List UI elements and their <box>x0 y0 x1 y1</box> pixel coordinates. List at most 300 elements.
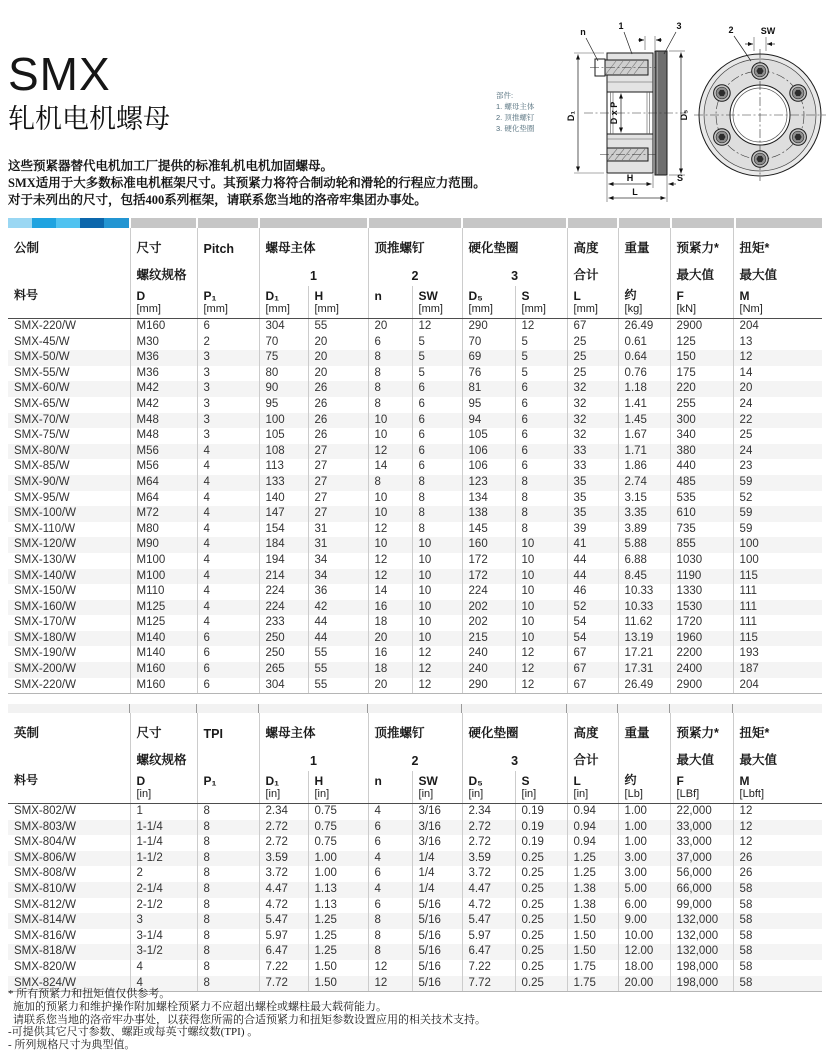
symbol-P1: P₁ <box>197 771 259 788</box>
table-cell: 5/16 <box>412 976 462 992</box>
table-cell: 5 <box>515 366 567 382</box>
table-cell: 10 <box>368 506 412 522</box>
table-cell: 0.25 <box>515 866 567 882</box>
table-cell: 8 <box>197 929 259 945</box>
table-cell: SMX-75/W <box>8 428 130 444</box>
table-cell: SMX-806/W <box>8 851 130 867</box>
table-cell: 220 <box>670 381 733 397</box>
table-cell: 3.35 <box>618 506 670 522</box>
table-cell: 106 <box>462 459 515 475</box>
table-cell: 5/16 <box>412 929 462 945</box>
unit-cell: [mm] <box>462 303 515 319</box>
table-cell: 3 <box>197 397 259 413</box>
table-cell: 17.21 <box>618 646 670 662</box>
table-cell: 58 <box>733 882 822 898</box>
table-row <box>8 584 822 600</box>
table-cell: 240 <box>462 662 515 678</box>
table-cell: 0.94 <box>567 820 618 836</box>
table-cell: SMX-130/W <box>8 553 130 569</box>
header-washer: 硬化垫圈 <box>462 713 567 747</box>
table-cell: 3/16 <box>412 804 462 820</box>
table-row <box>8 882 822 898</box>
table-cell: 6 <box>515 428 567 444</box>
table-cell: 6 <box>197 662 259 678</box>
header-size: 尺寸 <box>130 713 197 747</box>
table-cell: 125 <box>670 335 733 351</box>
table-cell: 735 <box>670 522 733 538</box>
table-cell: M36 <box>130 366 197 382</box>
symbol-D1: D₁ <box>259 771 308 788</box>
table-cell: 8 <box>368 929 412 945</box>
intro-paragraph <box>8 158 486 209</box>
table-cell: M64 <box>130 491 197 507</box>
table-cell: 214 <box>259 569 308 585</box>
table-cell: 41 <box>567 537 618 553</box>
table-cell: 32 <box>567 428 618 444</box>
table-cell: 3/16 <box>412 835 462 851</box>
table-cell: 5.88 <box>618 537 670 553</box>
table-cell: 3.00 <box>618 866 670 882</box>
table-cell: 3.59 <box>462 851 515 867</box>
table-cell: 0.94 <box>567 804 618 820</box>
table-cell: 2 <box>197 335 259 351</box>
table-row <box>8 820 822 836</box>
unit-cell: [mm] <box>515 303 567 319</box>
table-cell: 17.31 <box>618 662 670 678</box>
table-cell: 12 <box>412 646 462 662</box>
table-cell: 1-1/4 <box>130 820 197 836</box>
table-cell: 32 <box>567 381 618 397</box>
table-cell: 3.15 <box>618 491 670 507</box>
unit-cell: [mm] <box>197 303 259 319</box>
table-cell: 55 <box>308 646 368 662</box>
table-cell: 39 <box>567 522 618 538</box>
table-cell: 10 <box>412 615 462 631</box>
table-cell: SMX-200/W <box>8 662 130 678</box>
table-cell: 22 <box>733 413 822 429</box>
table-cell: 12 <box>368 976 412 992</box>
table-cell: 4 <box>197 569 259 585</box>
table-row <box>8 631 822 647</box>
table-cell: 4 <box>197 444 259 460</box>
subheader-blank <box>618 262 670 286</box>
dimension-label-d5: D₅ <box>679 109 689 121</box>
table-cell: 6 <box>515 444 567 460</box>
jackbolt-front <box>752 63 769 80</box>
table-cell: SMX-802/W <box>8 804 130 820</box>
table-cell: SMX-120/W <box>8 537 130 553</box>
table-cell: 5/16 <box>412 960 462 976</box>
unit-cell: [mm] <box>567 303 618 319</box>
table-row <box>8 319 822 335</box>
legend-item: 3. 硬化垫圈 <box>496 124 535 133</box>
header-jackbolt: 顶推螺钉 <box>368 713 462 747</box>
table-cell: 6 <box>515 413 567 429</box>
table-cell: 12 <box>733 820 822 836</box>
table-cell: 115 <box>733 631 822 647</box>
table-cell: 26.49 <box>618 319 670 335</box>
table-cell: 10 <box>368 428 412 444</box>
subheader-group1: 1 <box>259 262 368 286</box>
intro-line: SMX适用于大多数标准电机框架尺寸。其预紧力将符合制动轮和滑轮的行程应力范围。 <box>8 176 486 190</box>
table-cell: 8 <box>368 366 412 382</box>
table-cell: 240 <box>462 646 515 662</box>
table-cell: 5 <box>412 366 462 382</box>
table-cell: 1.18 <box>618 381 670 397</box>
table-cell: SMX-45/W <box>8 335 130 351</box>
table-cell: M90 <box>130 537 197 553</box>
header-weight: 重量 <box>618 228 670 262</box>
table-cell: 1.75 <box>567 960 618 976</box>
symbol-L: L <box>567 286 618 303</box>
table-cell: 24 <box>739 397 753 410</box>
dimension-label-l: L <box>632 187 638 197</box>
table-cell: 0.19 <box>515 804 567 820</box>
table-cell: 12 <box>368 960 412 976</box>
subheader-max-torque: 最大值 <box>739 268 778 282</box>
table-cell: 2.34 <box>259 804 308 820</box>
table-cell: 4 <box>368 882 412 898</box>
table-cell: 8 <box>368 475 412 491</box>
table-cell: 8 <box>197 835 259 851</box>
header-height: 高度 <box>567 228 618 262</box>
symbol-D5: D₅ <box>462 286 515 303</box>
table-cell: 69 <box>462 350 515 366</box>
table-cell: 0.75 <box>308 820 368 836</box>
table-cell: 10 <box>412 569 462 585</box>
table-cell: SMX-824/W <box>8 976 130 992</box>
table-cell: 0.75 <box>308 835 368 851</box>
table-cell: 194 <box>259 553 308 569</box>
table-cell: 12 <box>515 678 567 694</box>
table-cell: 3 <box>197 381 259 397</box>
table-cell: 1-1/4 <box>130 835 197 851</box>
table-cell: 3.72 <box>259 866 308 882</box>
table-cell: 20 <box>368 631 412 647</box>
header-washer: 硬化垫圈 <box>462 228 567 262</box>
table-row <box>8 646 822 662</box>
table-cell: 10 <box>368 413 412 429</box>
unit-cell: [Lb] <box>618 788 670 804</box>
table-cell: 10 <box>515 537 567 553</box>
table-cell: 6 <box>368 820 412 836</box>
symbol-weight: 约 <box>618 286 670 303</box>
table-cell: 26 <box>308 428 368 444</box>
symbol-n: n <box>368 286 412 303</box>
table-cell: 5/16 <box>412 944 462 960</box>
intro-line: 对于未列出的尺寸，包括400系列框架，请联系您当地的洛帝牢集团办事处。 <box>8 193 427 207</box>
table-cell: 12 <box>733 350 822 366</box>
table-cell: 105 <box>259 428 308 444</box>
table-cell: 6 <box>368 335 412 351</box>
table-row <box>8 929 822 945</box>
table-cell: 27 <box>308 444 368 460</box>
table-cell: 154 <box>259 522 308 538</box>
footnote-line: * 所有预紧力和扭矩值仅供参考。 <box>8 988 171 1000</box>
table-cell: 26 <box>308 381 368 397</box>
table-cell: 7.72 <box>259 976 308 992</box>
table-cell: 8 <box>197 804 259 820</box>
table-cell: 10.00 <box>618 929 670 945</box>
table-row <box>8 459 822 475</box>
table-cell: 8 <box>197 820 259 836</box>
table-cell: 1.25 <box>308 929 368 945</box>
table-cell: SMX-818/W <box>8 944 130 960</box>
subheader-blank <box>8 262 130 286</box>
table-cell: 8 <box>515 506 567 522</box>
table-cell: 1.75 <box>567 976 618 992</box>
table-cell: 14 <box>368 584 412 600</box>
symbol-H: H <box>308 771 368 788</box>
unit-cell: [in] <box>462 788 515 804</box>
table-cell: 4 <box>197 475 259 491</box>
table-cell: 67 <box>567 319 618 335</box>
table-cell: SMX-808/W <box>8 866 130 882</box>
jackbolt-front <box>790 129 807 146</box>
table-cell: 2-1/4 <box>130 882 197 898</box>
table-cell: 2400 <box>670 662 733 678</box>
unit-cell <box>368 788 412 804</box>
table-cell: 108 <box>259 444 308 460</box>
table-cell: 2-1/2 <box>130 898 197 914</box>
table-cell: SMX-180/W <box>8 631 130 647</box>
table-cell: 33 <box>567 459 618 475</box>
table-cell: 36 <box>308 584 368 600</box>
metric-table <box>8 228 822 694</box>
jackbolt-front <box>752 151 769 168</box>
dimension-label-h: H <box>626 173 634 183</box>
table-row <box>8 350 822 366</box>
table-cell: 1.25 <box>567 866 618 882</box>
table-cell: M140 <box>130 646 197 662</box>
table-cell: 1190 <box>670 569 733 585</box>
table-cell: 32 <box>567 413 618 429</box>
table-cell: 33,000 <box>670 835 733 851</box>
table-row <box>8 366 822 382</box>
table-row <box>8 898 822 914</box>
table-cell: 1.00 <box>618 804 670 820</box>
dimension-label-sw: SW <box>760 26 776 36</box>
unit-cell: [kg] <box>618 303 670 319</box>
table-cell: 12 <box>412 319 462 335</box>
table-cell: 2.72 <box>259 835 308 851</box>
table-cell: 58 <box>739 960 753 973</box>
table-cell: 193 <box>739 647 759 660</box>
table-cell: 23 <box>739 460 753 473</box>
table-cell: 3.89 <box>618 522 670 538</box>
table-cell: SMX-820/W <box>8 960 130 976</box>
table-cell: 0.25 <box>515 851 567 867</box>
subheader-thread-spec: 螺纹规格 <box>130 747 197 771</box>
table-cell: 1.25 <box>308 913 368 929</box>
table-cell: 20 <box>308 335 368 351</box>
header-region: 公制 <box>8 228 130 262</box>
table-cell: 172 <box>462 569 515 585</box>
table-cell: SMX-95/W <box>8 491 130 507</box>
table-cell: 3-1/2 <box>130 944 197 960</box>
header-height: 高度 <box>567 713 618 747</box>
table-cell: 3-1/4 <box>130 929 197 945</box>
table-row <box>8 804 822 820</box>
table-cell: SMX-803/W <box>8 820 130 836</box>
table-row <box>8 851 822 867</box>
table-cell: 6 <box>197 319 259 335</box>
intro-line: 这些预紧器替代电机加工厂提供的标准轧机电机加固螺母。 <box>8 159 334 173</box>
table-cell: SMX-160/W <box>8 600 130 616</box>
table-cell: 3 <box>197 413 259 429</box>
table-cell: 8 <box>368 397 412 413</box>
table-cell: 10 <box>412 600 462 616</box>
table-cell: 3.00 <box>618 851 670 867</box>
unit-cell: [in] <box>259 788 308 804</box>
table-cell: 224 <box>259 584 308 600</box>
table-cell: 5.47 <box>259 913 308 929</box>
table-cell: 90 <box>259 381 308 397</box>
unit-cell: [LBf] <box>670 788 733 804</box>
table-cell: 4 <box>368 804 412 820</box>
table-cell: 1.50 <box>567 913 618 929</box>
table-cell: 52 <box>567 600 618 616</box>
header-jackbolt: 顶推螺钉 <box>368 228 462 262</box>
table-cell: 2.72 <box>462 820 515 836</box>
table-cell: 4 <box>197 459 259 475</box>
table-row <box>8 491 822 507</box>
table-cell: 6 <box>368 866 412 882</box>
table-cell: M160 <box>130 678 197 694</box>
table-cell: M140 <box>130 631 197 647</box>
table-cell: 2 <box>130 866 197 882</box>
table-cell: 99,000 <box>670 898 733 914</box>
table-cell: 12 <box>515 646 567 662</box>
table-cell: 0.25 <box>515 882 567 898</box>
subheader-max-preload: 最大值 <box>670 747 733 771</box>
table-cell: 52 <box>739 491 753 504</box>
table-cell: 10 <box>368 491 412 507</box>
symbol-D: D <box>130 771 197 788</box>
table-cell: 132,000 <box>670 944 733 960</box>
header-preload: 预紧力* <box>670 713 733 747</box>
table-cell: 25 <box>739 429 753 442</box>
table-cell: 4 <box>197 584 259 600</box>
table-cell: M42 <box>130 381 197 397</box>
table-cell: 10 <box>368 537 412 553</box>
metric-table-body <box>8 319 822 694</box>
callout-label-1: 1 <box>618 21 624 31</box>
table-cell: 1.00 <box>308 866 368 882</box>
table-cell: 250 <box>259 646 308 662</box>
table-cell: 134 <box>462 491 515 507</box>
table-cell: 610 <box>670 506 733 522</box>
table-cell: 8 <box>197 851 259 867</box>
table-cell: 10 <box>412 631 462 647</box>
table-cell: 95 <box>259 397 308 413</box>
table-row <box>8 475 822 491</box>
table-cell: 18 <box>368 615 412 631</box>
unit-cell: [Lbft] <box>733 788 822 804</box>
table-cell: 12 <box>515 319 567 335</box>
subheader-blank <box>197 262 259 286</box>
symbol-partno: 料号 <box>8 771 130 788</box>
table-cell: M125 <box>130 615 197 631</box>
table-row <box>8 866 822 882</box>
drawing-legend <box>496 90 535 133</box>
table-cell: 380 <box>670 444 733 460</box>
footnote-line: -可提供其它尺寸参数、螺距或每英寸螺纹数(TPI) 。 <box>8 1026 259 1039</box>
subheader-blank <box>197 747 259 771</box>
table-row <box>8 944 822 960</box>
table-cell: 6 <box>515 397 567 413</box>
table-cell: 2200 <box>670 646 733 662</box>
table-cell: 8 <box>412 506 462 522</box>
dimension-label-d1: D₁ <box>566 110 576 122</box>
unit-cell: [mm] <box>130 303 197 319</box>
symbol-D5: D₅ <box>462 771 515 788</box>
symbol-S: S <box>515 771 567 788</box>
table-cell: 18.00 <box>618 960 670 976</box>
table-cell: 6 <box>412 444 462 460</box>
table-cell: 59 <box>733 506 822 522</box>
table-cell: 4.72 <box>462 898 515 914</box>
table-cell: 1530 <box>670 600 733 616</box>
table-cell: 70 <box>259 335 308 351</box>
table-cell: 1960 <box>670 631 733 647</box>
table-cell: 1.50 <box>567 944 618 960</box>
table-cell: 26 <box>733 851 822 867</box>
table-cell: 27 <box>308 459 368 475</box>
table-cell: 16 <box>368 600 412 616</box>
table-cell: 6 <box>412 381 462 397</box>
footnote-line: - 所列规格尺寸为典型值。 <box>8 1039 136 1052</box>
table-cell: 4.47 <box>462 882 515 898</box>
table-cell: 160 <box>462 537 515 553</box>
table-cell: 198,000 <box>670 976 733 992</box>
subheader-total: 合计 <box>567 747 618 771</box>
table-cell: 4 <box>130 960 197 976</box>
table-cell: 26.49 <box>618 678 670 694</box>
table-cell: 204 <box>739 320 759 332</box>
table-cell: 0.25 <box>515 976 567 992</box>
table-cell: M125 <box>130 600 197 616</box>
table-cell: 1720 <box>670 615 733 631</box>
metric-table-section <box>8 218 822 694</box>
table-cell: M56 <box>130 459 197 475</box>
table-cell: 1030 <box>670 553 733 569</box>
table-cell: 1.00 <box>618 835 670 851</box>
table-cell: 10 <box>515 569 567 585</box>
unit-cell: [in] <box>308 788 368 804</box>
table-cell: 26 <box>308 397 368 413</box>
table-cell: 1.71 <box>618 444 670 460</box>
table-cell: 1.41 <box>618 397 670 413</box>
table-cell: 20 <box>733 381 822 397</box>
subheader-blank <box>8 747 130 771</box>
table-cell: 5 <box>412 350 462 366</box>
table-cell: 132,000 <box>670 913 733 929</box>
table-cell: 12 <box>412 662 462 678</box>
unit-cell: [kN] <box>670 303 733 319</box>
table-cell: 20 <box>368 678 412 694</box>
table-cell: 5/16 <box>412 913 462 929</box>
table-cell: 1.13 <box>308 898 368 914</box>
table-cell: 16 <box>368 646 412 662</box>
table-cell: 145 <box>462 522 515 538</box>
table-cell: 10.33 <box>618 600 670 616</box>
symbol-F: F <box>670 286 733 303</box>
table-cell: 81 <box>462 381 515 397</box>
table-cell: 138 <box>462 506 515 522</box>
table-cell: 2.34 <box>462 804 515 820</box>
header-tpi: TPI <box>197 713 259 747</box>
